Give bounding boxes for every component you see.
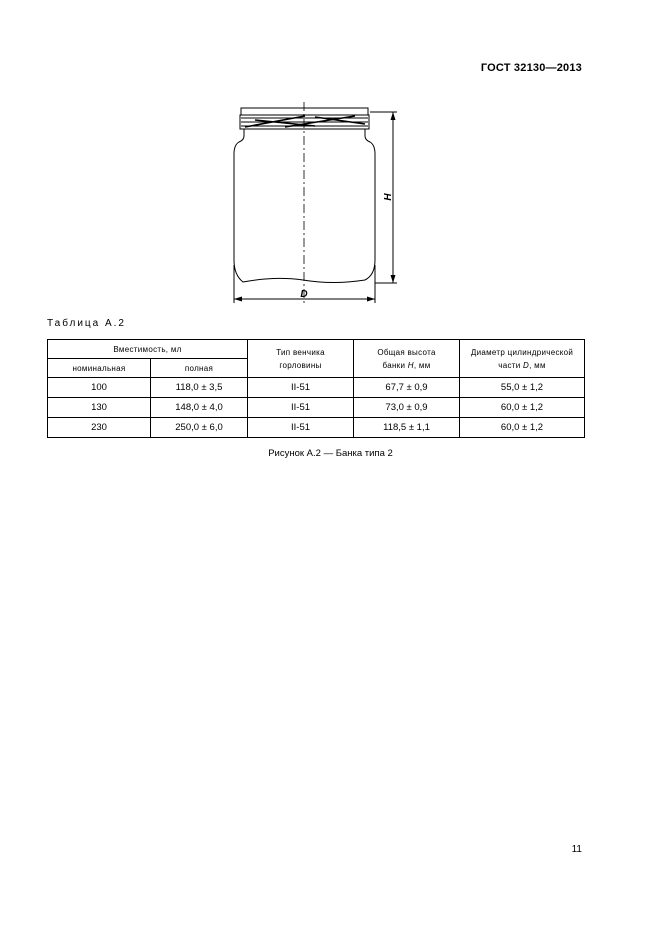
header-height-suffix: , мм xyxy=(413,360,431,370)
header-diameter-prefix: части xyxy=(498,360,524,370)
header-height xyxy=(354,340,460,378)
header-height-var: H xyxy=(407,360,414,370)
label-d: D xyxy=(300,289,308,300)
figure-caption: Рисунок А.2 — Банка типа 2 xyxy=(268,448,393,459)
cell-finish: II-51 xyxy=(248,378,354,398)
jar-body xyxy=(234,129,375,283)
table-row xyxy=(48,398,585,418)
cell-nominal: 230 xyxy=(48,418,151,438)
header-diameter-line1: Диаметр цилиндрической xyxy=(470,347,574,357)
cell-diameter: 55,0 ± 1,2 xyxy=(460,378,585,398)
cell-finish: II-51 xyxy=(248,418,354,438)
header-nominal: номинальная xyxy=(48,359,151,378)
jar-dimensions-table xyxy=(47,339,585,438)
page-number: 11 xyxy=(571,844,582,855)
jar-svg xyxy=(225,100,415,310)
cell-height: 67,7 ± 0,9 xyxy=(354,378,460,398)
cell-full: 250,0 ± 6,0 xyxy=(151,418,248,438)
cell-diameter: 60,0 ± 1,2 xyxy=(460,418,585,438)
header-diameter-suffix: , мм xyxy=(529,360,546,370)
cell-height: 73,0 ± 0,9 xyxy=(354,398,460,418)
header-diameter-var: D xyxy=(523,360,530,370)
cell-nominal: 100 xyxy=(48,378,151,398)
cell-finish: II-51 xyxy=(248,398,354,418)
header-finish-type-line1: Тип венчика xyxy=(276,347,325,357)
header-height-line1: Общая высота xyxy=(377,347,436,357)
label-h: H xyxy=(383,193,394,201)
cell-nominal: 130 xyxy=(48,398,151,418)
jar-drawing xyxy=(225,100,415,310)
document-header: ГОСТ 32130—2013 xyxy=(480,62,582,74)
cell-height: 118,5 ± 1,1 xyxy=(354,418,460,438)
header-height-prefix: банки xyxy=(382,360,408,370)
header-capacity: Вместимость, мл xyxy=(48,340,248,359)
cell-full: 148,0 ± 4,0 xyxy=(151,398,248,418)
header-finish-type-line2: горловины xyxy=(279,360,322,370)
header-diameter xyxy=(460,340,585,378)
cell-full: 118,0 ± 3,5 xyxy=(151,378,248,398)
table-row xyxy=(48,418,585,438)
table-caption: Таблица А.2 xyxy=(47,318,126,329)
cell-diameter: 60,0 ± 1,2 xyxy=(460,398,585,418)
header-full: полная xyxy=(151,359,248,378)
table-row xyxy=(48,378,585,398)
header-finish-type xyxy=(248,340,354,378)
jar-lid xyxy=(241,108,368,115)
